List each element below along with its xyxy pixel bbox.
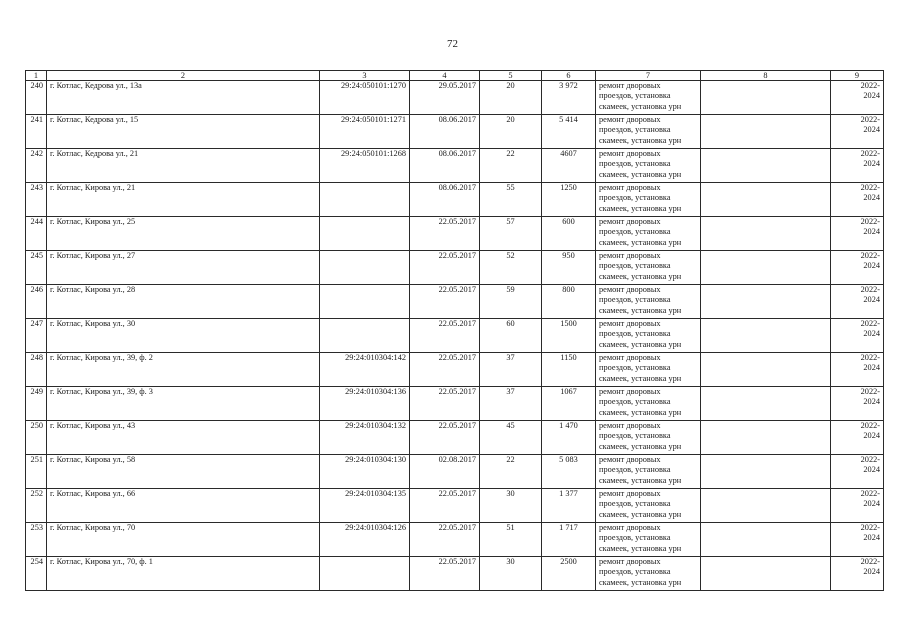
- cadastral-number-cell: 29:24:010304:135: [320, 489, 410, 523]
- work-line: ремонт дворовых: [599, 557, 661, 566]
- period-line: 2022-: [860, 285, 880, 294]
- date-cell: 22.05.2017: [410, 523, 480, 557]
- work-line: проездов, установка: [599, 329, 671, 339]
- page-number: 72: [447, 38, 458, 50]
- period-line: 2024: [863, 159, 880, 169]
- work-line: скамеек, установка урн: [599, 169, 682, 179]
- work-line: проездов, установка: [599, 261, 671, 271]
- row-number: 253: [26, 523, 47, 557]
- cadastral-number-cell: 29:24:010304:130: [320, 455, 410, 489]
- note-cell: [701, 455, 831, 489]
- period-cell: [831, 557, 884, 591]
- work-line: проездов, установка: [599, 397, 671, 407]
- table-row: [26, 285, 884, 319]
- table-row: [26, 115, 884, 149]
- row-number: 241: [26, 115, 47, 149]
- note-cell: [701, 81, 831, 115]
- work-line: ремонт дворовых: [599, 387, 661, 396]
- work-line: скамеек, установка урн: [599, 577, 682, 587]
- cadastral-number-cell: 29:24:050101:1268: [320, 149, 410, 183]
- period-line: 2024: [863, 295, 880, 305]
- cadastral-number-cell: [320, 285, 410, 319]
- period-line: 2022-: [860, 489, 880, 498]
- column-header: 4: [410, 71, 480, 81]
- work-description-cell: [596, 115, 701, 149]
- work-line: проездов, установка: [599, 567, 671, 577]
- work-description-cell: [596, 149, 701, 183]
- work-description-cell: [596, 319, 701, 353]
- column-header: 3: [320, 71, 410, 81]
- address-cell: г. Котлас, Кедрова ул., 21: [47, 149, 320, 183]
- work-line: скамеек, установка урн: [599, 203, 682, 213]
- work-description-cell: [596, 353, 701, 387]
- units-cell: 5 083: [542, 455, 596, 489]
- note-cell: [701, 115, 831, 149]
- address-cell: г. Котлас, Кирова ул., 28: [47, 285, 320, 319]
- period-line: 2022-: [860, 115, 880, 124]
- row-number: 244: [26, 217, 47, 251]
- work-description-cell: [596, 285, 701, 319]
- note-cell: [701, 183, 831, 217]
- period-cell: [831, 149, 884, 183]
- row-number: 242: [26, 149, 47, 183]
- work-line: ремонт дворовых: [599, 523, 661, 532]
- note-cell: [701, 285, 831, 319]
- column-header: 7: [596, 71, 701, 81]
- area-cell: 60: [480, 319, 542, 353]
- period-line: 2022-: [860, 421, 880, 430]
- period-cell: [831, 353, 884, 387]
- work-description-cell: [596, 557, 701, 591]
- column-header: 2: [47, 71, 320, 81]
- table-row: [26, 387, 884, 421]
- work-line: проездов, установка: [599, 499, 671, 509]
- date-cell: 22.05.2017: [410, 319, 480, 353]
- period-line: 2024: [863, 499, 880, 509]
- work-description-cell: [596, 217, 701, 251]
- cadastral-number-cell: 29:24:010304:132: [320, 421, 410, 455]
- units-cell: 950: [542, 251, 596, 285]
- work-line: ремонт дворовых: [599, 489, 661, 498]
- note-cell: [701, 251, 831, 285]
- units-cell: 800: [542, 285, 596, 319]
- work-line: ремонт дворовых: [599, 353, 661, 362]
- work-line: скамеек, установка урн: [599, 475, 682, 485]
- area-cell: 37: [480, 387, 542, 421]
- period-line: 2022-: [860, 353, 880, 362]
- work-line: скамеек, установка урн: [599, 373, 682, 383]
- column-header: 9: [831, 71, 884, 81]
- note-cell: [701, 421, 831, 455]
- note-cell: [701, 353, 831, 387]
- date-cell: 02.08.2017: [410, 455, 480, 489]
- row-number: 240: [26, 81, 47, 115]
- address-cell: г. Котлас, Кирова ул., 21: [47, 183, 320, 217]
- note-cell: [701, 489, 831, 523]
- work-line: проездов, установка: [599, 227, 671, 237]
- work-line: проездов, установка: [599, 533, 671, 543]
- table-row: [26, 523, 884, 557]
- work-description-cell: [596, 251, 701, 285]
- date-cell: 22.05.2017: [410, 489, 480, 523]
- period-line: 2024: [863, 261, 880, 271]
- column-header: 1: [26, 71, 47, 81]
- work-description-cell: [596, 421, 701, 455]
- date-cell: 08.06.2017: [410, 183, 480, 217]
- date-cell: 08.06.2017: [410, 149, 480, 183]
- work-description-cell: [596, 81, 701, 115]
- work-line: проездов, установка: [599, 159, 671, 169]
- row-number: 249: [26, 387, 47, 421]
- period-line: 2022-: [860, 149, 880, 158]
- cadastral-number-cell: 29:24:010304:136: [320, 387, 410, 421]
- work-description-cell: [596, 523, 701, 557]
- period-line: 2024: [863, 363, 880, 373]
- cadastral-number-cell: 29:24:010304:126: [320, 523, 410, 557]
- column-header: 8: [701, 71, 831, 81]
- table-row: [26, 489, 884, 523]
- work-line: проездов, установка: [599, 193, 671, 203]
- cadastral-number-cell: [320, 183, 410, 217]
- area-cell: 22: [480, 149, 542, 183]
- units-cell: 1 717: [542, 523, 596, 557]
- address-cell: г. Котлас, Кедрова ул., 13а: [47, 81, 320, 115]
- work-line: скамеек, установка урн: [599, 135, 682, 145]
- work-line: ремонт дворовых: [599, 251, 661, 260]
- table-row: [26, 319, 884, 353]
- work-line: ремонт дворовых: [599, 115, 661, 124]
- units-cell: 2500: [542, 557, 596, 591]
- work-line: проездов, установка: [599, 363, 671, 373]
- cadastral-number-cell: [320, 319, 410, 353]
- work-line: ремонт дворовых: [599, 81, 661, 90]
- area-cell: 59: [480, 285, 542, 319]
- work-description-cell: [596, 455, 701, 489]
- period-cell: [831, 489, 884, 523]
- cadastral-number-cell: [320, 251, 410, 285]
- area-cell: 20: [480, 81, 542, 115]
- units-cell: 3 972: [542, 81, 596, 115]
- cadastral-number-cell: [320, 217, 410, 251]
- work-line: ремонт дворовых: [599, 149, 661, 158]
- work-line: скамеек, установка урн: [599, 543, 682, 553]
- area-cell: 52: [480, 251, 542, 285]
- address-cell: г. Котлас, Кирова ул., 39, ф. 2: [47, 353, 320, 387]
- table-row: [26, 557, 884, 591]
- period-line: 2022-: [860, 387, 880, 396]
- address-cell: г. Котлас, Кирова ул., 39, ф. 3: [47, 387, 320, 421]
- period-line: 2022-: [860, 183, 880, 192]
- period-line: 2024: [863, 125, 880, 135]
- period-line: 2024: [863, 431, 880, 441]
- units-cell: 5 414: [542, 115, 596, 149]
- work-description-cell: [596, 183, 701, 217]
- work-line: проездов, установка: [599, 431, 671, 441]
- period-line: 2024: [863, 91, 880, 101]
- period-line: 2024: [863, 193, 880, 203]
- table-row: [26, 81, 884, 115]
- work-line: ремонт дворовых: [599, 183, 661, 192]
- work-line: скамеек, установка урн: [599, 509, 682, 519]
- work-description-cell: [596, 489, 701, 523]
- date-cell: 22.05.2017: [410, 217, 480, 251]
- work-line: проездов, установка: [599, 91, 671, 101]
- work-line: ремонт дворовых: [599, 285, 661, 294]
- period-line: 2024: [863, 567, 880, 577]
- area-cell: 30: [480, 557, 542, 591]
- table-row: [26, 183, 884, 217]
- row-number: 248: [26, 353, 47, 387]
- period-line: 2022-: [860, 319, 880, 328]
- table-row: [26, 217, 884, 251]
- work-line: проездов, установка: [599, 125, 671, 135]
- period-cell: [831, 387, 884, 421]
- period-line: 2022-: [860, 557, 880, 566]
- address-cell: г. Котлас, Кирова ул., 30: [47, 319, 320, 353]
- address-cell: г. Котлас, Кирова ул., 43: [47, 421, 320, 455]
- period-cell: [831, 217, 884, 251]
- cadastral-number-cell: 29:24:050101:1271: [320, 115, 410, 149]
- period-line: 2024: [863, 329, 880, 339]
- row-number: 246: [26, 285, 47, 319]
- units-cell: 1 470: [542, 421, 596, 455]
- period-line: 2024: [863, 227, 880, 237]
- period-cell: [831, 421, 884, 455]
- note-cell: [701, 319, 831, 353]
- row-number: 250: [26, 421, 47, 455]
- address-cell: г. Котлас, Кирова ул., 25: [47, 217, 320, 251]
- note-cell: [701, 387, 831, 421]
- table-row: [26, 455, 884, 489]
- work-line: проездов, установка: [599, 295, 671, 305]
- work-line: скамеек, установка урн: [599, 339, 682, 349]
- work-line: ремонт дворовых: [599, 455, 661, 464]
- date-cell: 29.05.2017: [410, 81, 480, 115]
- units-cell: 1 377: [542, 489, 596, 523]
- period-line: 2024: [863, 533, 880, 543]
- units-cell: 1500: [542, 319, 596, 353]
- header-row: [26, 71, 884, 81]
- work-line: скамеек, установка урн: [599, 101, 682, 111]
- period-cell: [831, 251, 884, 285]
- period-cell: [831, 285, 884, 319]
- area-cell: 20: [480, 115, 542, 149]
- work-line: скамеек, установка урн: [599, 271, 682, 281]
- area-cell: 51: [480, 523, 542, 557]
- date-cell: 22.05.2017: [410, 353, 480, 387]
- units-cell: 1067: [542, 387, 596, 421]
- period-line: 2022-: [860, 455, 880, 464]
- work-description-cell: [596, 387, 701, 421]
- column-header: 6: [542, 71, 596, 81]
- note-cell: [701, 523, 831, 557]
- period-line: 2022-: [860, 81, 880, 90]
- work-line: ремонт дворовых: [599, 217, 661, 226]
- date-cell: 22.05.2017: [410, 251, 480, 285]
- period-cell: [831, 183, 884, 217]
- area-cell: 55: [480, 183, 542, 217]
- area-cell: 57: [480, 217, 542, 251]
- table-row: [26, 149, 884, 183]
- note-cell: [701, 557, 831, 591]
- period-cell: [831, 455, 884, 489]
- row-number: 245: [26, 251, 47, 285]
- period-cell: [831, 115, 884, 149]
- address-cell: г. Котлас, Кирова ул., 70, ф. 1: [47, 557, 320, 591]
- row-number: 252: [26, 489, 47, 523]
- address-cell: г. Котлас, Кедрова ул., 15: [47, 115, 320, 149]
- row-number: 243: [26, 183, 47, 217]
- work-line: скамеек, установка урн: [599, 407, 682, 417]
- address-cell: г. Котлас, Кирова ул., 66: [47, 489, 320, 523]
- date-cell: 22.05.2017: [410, 421, 480, 455]
- row-number: 254: [26, 557, 47, 591]
- units-cell: 4607: [542, 149, 596, 183]
- units-cell: 1250: [542, 183, 596, 217]
- date-cell: 08.06.2017: [410, 115, 480, 149]
- registry-table: [25, 70, 884, 591]
- period-cell: [831, 523, 884, 557]
- work-line: ремонт дворовых: [599, 319, 661, 328]
- work-line: ремонт дворовых: [599, 421, 661, 430]
- period-cell: [831, 319, 884, 353]
- period-cell: [831, 81, 884, 115]
- address-cell: г. Котлас, Кирова ул., 70: [47, 523, 320, 557]
- work-line: скамеек, установка урн: [599, 305, 682, 315]
- area-cell: 37: [480, 353, 542, 387]
- area-cell: 45: [480, 421, 542, 455]
- row-number: 247: [26, 319, 47, 353]
- row-number: 251: [26, 455, 47, 489]
- cadastral-number-cell: 29:24:050101:1270: [320, 81, 410, 115]
- date-cell: 22.05.2017: [410, 285, 480, 319]
- cadastral-number-cell: 29:24:010304:142: [320, 353, 410, 387]
- units-cell: 1150: [542, 353, 596, 387]
- table-row: [26, 251, 884, 285]
- area-cell: 22: [480, 455, 542, 489]
- units-cell: 600: [542, 217, 596, 251]
- table-row: [26, 353, 884, 387]
- area-cell: 30: [480, 489, 542, 523]
- table-row: [26, 421, 884, 455]
- period-line: 2022-: [860, 251, 880, 260]
- period-line: 2024: [863, 465, 880, 475]
- date-cell: 22.05.2017: [410, 387, 480, 421]
- note-cell: [701, 217, 831, 251]
- note-cell: [701, 149, 831, 183]
- period-line: 2022-: [860, 523, 880, 532]
- period-line: 2024: [863, 397, 880, 407]
- address-cell: г. Котлас, Кирова ул., 27: [47, 251, 320, 285]
- address-cell: г. Котлас, Кирова ул., 58: [47, 455, 320, 489]
- cadastral-number-cell: [320, 557, 410, 591]
- period-line: 2022-: [860, 217, 880, 226]
- column-header: 5: [480, 71, 542, 81]
- work-line: скамеек, установка урн: [599, 237, 682, 247]
- date-cell: 22.05.2017: [410, 557, 480, 591]
- work-line: скамеек, установка урн: [599, 441, 682, 451]
- work-line: проездов, установка: [599, 465, 671, 475]
